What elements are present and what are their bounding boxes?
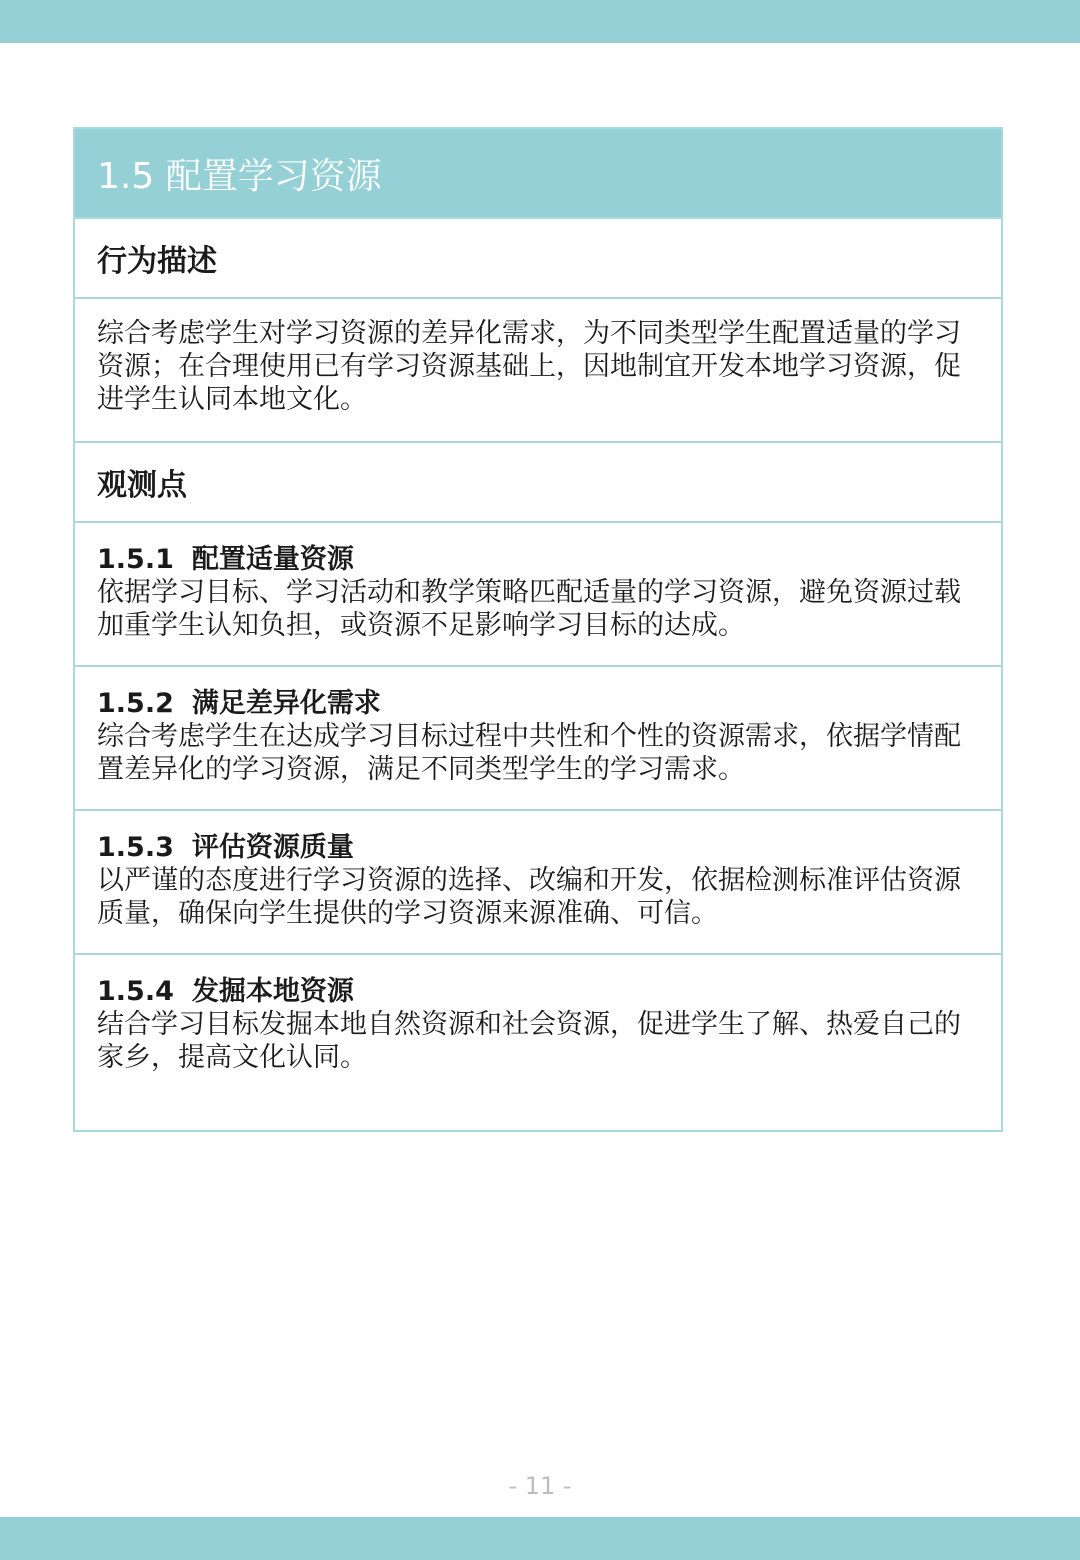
behavior-description: 综合考虑学生对学习资源的差异化需求，为不同类型学生配置适量的学习资源；在合理使用已有学习资源基础上，因地制宜开发本地学习资源，促进学生认同本地文化。 bbox=[75, 297, 1001, 441]
observation-heading: 观测点 bbox=[75, 441, 1001, 521]
point-number: 1.5.2 bbox=[97, 688, 174, 719]
observation-point bbox=[75, 809, 1001, 953]
point-number: 1.5.3 bbox=[97, 832, 174, 863]
bottom-accent-band bbox=[0, 1517, 1080, 1560]
point-name: 发掘本地资源 bbox=[191, 976, 354, 1007]
section-title: 1.5 配置学习资源 bbox=[75, 129, 1001, 217]
point-name: 配置适量资源 bbox=[191, 544, 354, 575]
point-number: 1.5.4 bbox=[97, 976, 174, 1007]
point-title bbox=[97, 543, 979, 576]
behavior-heading: 行为描述 bbox=[75, 217, 1001, 297]
section-panel bbox=[73, 127, 1003, 1132]
observation-point bbox=[75, 521, 1001, 665]
point-title bbox=[97, 831, 979, 864]
point-text: 综合考虑学生在达成学习目标过程中共性和个性的资源需求，依据学情配置差异化的学习资源，满足不同类型学生的学习需求。 bbox=[97, 721, 961, 785]
observation-point bbox=[75, 665, 1001, 809]
point-number: 1.5.1 bbox=[97, 544, 174, 575]
point-text: 依据学习目标、学习活动和教学策略匹配适量的学习资源，避免资源过载加重学生认知负担，或资源不足影响学习目标的达成。 bbox=[97, 577, 961, 641]
point-text: 以严谨的态度进行学习资源的选择、改编和开发，依据检测标准评估资源质量，确保向学生提供的学习资源来源准确、可信。 bbox=[97, 865, 961, 929]
point-name: 评估资源质量 bbox=[191, 832, 354, 863]
top-accent-band bbox=[0, 0, 1080, 43]
point-title bbox=[97, 975, 979, 1008]
page-number: - 11 - bbox=[508, 1472, 572, 1500]
observation-point bbox=[75, 953, 1001, 1130]
point-name: 满足差异化需求 bbox=[191, 688, 381, 719]
point-title bbox=[97, 687, 979, 720]
point-text: 结合学习目标发掘本地自然资源和社会资源，促进学生了解、热爱自己的家乡，提高文化认同。 bbox=[97, 1009, 961, 1073]
